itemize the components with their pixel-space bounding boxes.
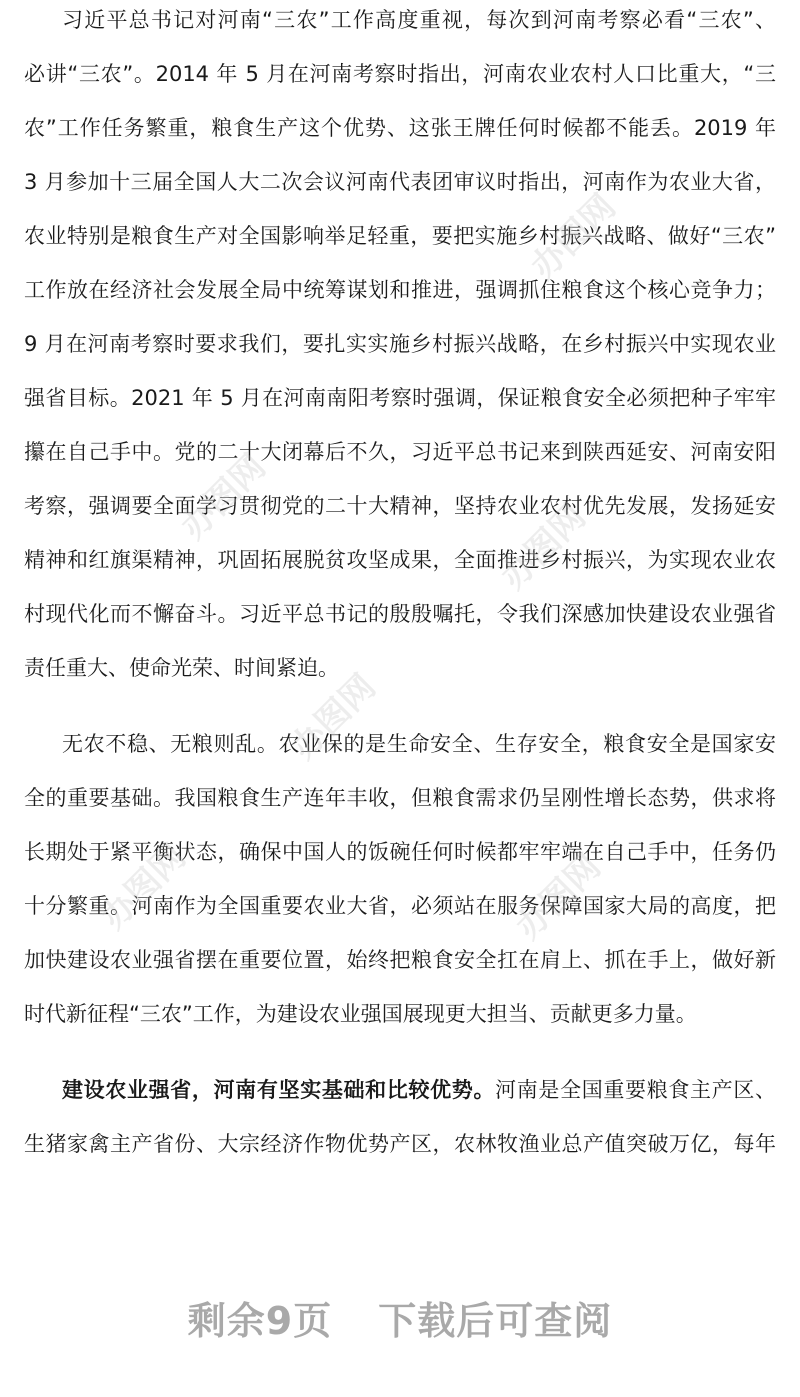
text-line: 工作放在经济社会发展全局中统筹谋划和推进，强调抓住粮食这个核心竞争力；: [24, 278, 776, 302]
text-line: 农业特别是粮食生产对全国影响举足轻重，要把实施乡村振兴战略、做好“三农”: [24, 224, 776, 248]
bold-lead-sentence: 建设农业强省，河南有坚实基础和比较优势。: [62, 1078, 496, 1102]
text-line: 责任重大、使命光荣、时间紧迫。: [24, 656, 339, 680]
text-line: 全的重要基础。我国粮食生产连年丰收，但粮食需求仍呈刚性增长态势，供求将: [24, 786, 776, 810]
text-line: 农”工作任务繁重，粮食生产这个优势、这张王牌任何时候都不能丢。2019 年: [24, 116, 776, 140]
text-line: 考察，强调要全面学习贯彻党的二十大精神，坚持农业农村优先发展，发扬延安: [24, 494, 776, 518]
text-line: 无农不稳、无粮则乱。农业保的是生命安全、生存安全，粮食安全是国家安: [62, 732, 776, 756]
text-line: 3 月参加十三届全国人大二次会议河南代表团审议时指出，河南作为农业大省，: [24, 170, 776, 194]
lead-sentence-rest: 河南是全国重要粮食主产区、: [495, 1078, 776, 1102]
watermark: 办图网: [93, 836, 194, 938]
watermark: 办图网: [508, 846, 609, 948]
text-line: 强省目标。2021 年 5 月在河南南阳考察时强调，保证粮食安全必须把种子牢牢: [24, 386, 776, 410]
remaining-pages-label: 剩余9页: [187, 1299, 333, 1343]
watermark: 办图网: [283, 666, 384, 768]
download-prompt[interactable]: [0, 1296, 800, 1346]
text-line: [62, 1076, 776, 1136]
text-line: 生猪家禽主产省份、大宗经济作物优势产区，农林牧渔业总产值突破万亿，每年: [24, 1132, 776, 1156]
watermark: 办图网: [173, 446, 274, 548]
text-line: 村现代化而不懈奋斗。习近平总书记的殷殷嘱托，令我们深感加快建设农业强省: [24, 602, 776, 626]
text-line: 时代新征程“三农”工作，为建设农业强国展现更大担当、贡献更多力量。: [24, 1002, 697, 1026]
text-line: 9 月在河南考察时要求我们，要扎实实施乡村振兴战略，在乡村振兴中实现农业: [24, 332, 776, 356]
download-to-view-label[interactable]: 下载后可查阅: [378, 1299, 613, 1343]
watermark: 办图网: [493, 496, 594, 598]
text-line: 习近平总书记对河南“三农”工作高度重视，每次到河南考察必看“三农”、: [62, 8, 776, 32]
text-line: 长期处于紧平衡状态，确保中国人的饭碗任何时候都牢牢端在自己手中，任务仍: [24, 840, 776, 864]
text-line: 必讲“三农”。2014 年 5 月在河南考察时指出，河南农业农村人口比重大，“三: [24, 62, 776, 86]
text-line: 精神和红旗渠精神，巩固拓展脱贫攻坚成果，全面推进乡村振兴，为实现农业农: [24, 548, 776, 572]
text-line: 十分繁重。河南作为全国重要农业大省，必须站在服务保障国家大局的高度，把: [24, 894, 776, 918]
watermark: 办图网: [523, 186, 624, 288]
text-line: 加快建设农业强省摆在重要位置，始终把粮食安全扛在肩上、抓在手上，做好新: [24, 948, 776, 972]
text-line: 攥在自己手中。党的二十大闭幕后不久，习近平总书记来到陕西延安、河南安阳: [24, 440, 776, 464]
